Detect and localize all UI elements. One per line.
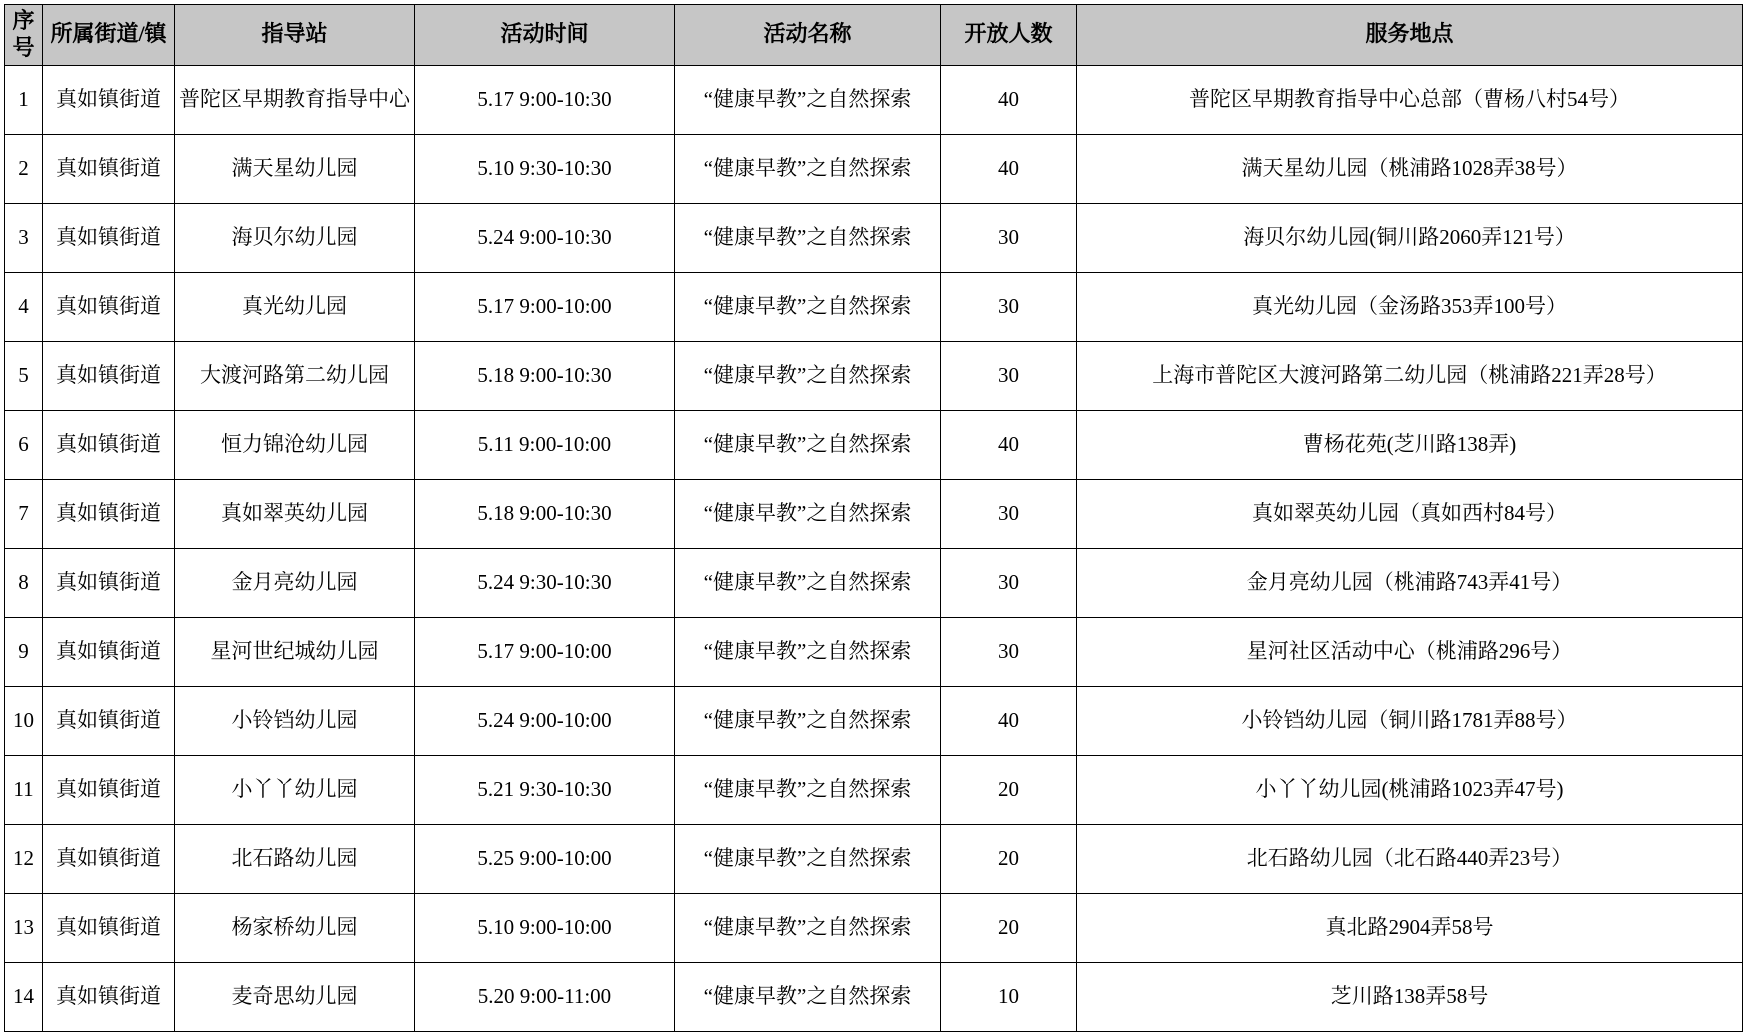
column-header-capacity: 开放人数 xyxy=(941,5,1077,66)
cell-activity-name: “健康早教”之自然探索 xyxy=(675,755,941,824)
cell-place: 真北路2904弄58号 xyxy=(1077,893,1743,962)
cell-time: 5.11 9:00-10:00 xyxy=(415,410,675,479)
cell-station: 小丫丫幼儿园 xyxy=(175,755,415,824)
cell-time: 5.24 9:00-10:00 xyxy=(415,686,675,755)
cell-activity-name: “健康早教”之自然探索 xyxy=(675,962,941,1031)
cell-time: 5.20 9:00-11:00 xyxy=(415,962,675,1031)
cell-station: 普陀区早期教育指导中心 xyxy=(175,65,415,134)
cell-street: 真如镇街道 xyxy=(43,893,175,962)
cell-station: 金月亮幼儿园 xyxy=(175,548,415,617)
cell-street: 真如镇街道 xyxy=(43,272,175,341)
cell-index: 5 xyxy=(5,341,43,410)
cell-place: 真如翠英幼儿园（真如西村84号） xyxy=(1077,479,1743,548)
cell-activity-name: “健康早教”之自然探索 xyxy=(675,203,941,272)
cell-index: 1 xyxy=(5,65,43,134)
table-row xyxy=(5,893,1743,962)
cell-place: 上海市普陀区大渡河路第二幼儿园（桃浦路221弄28号） xyxy=(1077,341,1743,410)
column-header-index-line1: 序 xyxy=(12,8,35,33)
cell-capacity: 40 xyxy=(941,134,1077,203)
cell-activity-name: “健康早教”之自然探索 xyxy=(675,341,941,410)
cell-street: 真如镇街道 xyxy=(43,341,175,410)
cell-street: 真如镇街道 xyxy=(43,755,175,824)
column-header-station: 指导站 xyxy=(175,5,415,66)
table-row xyxy=(5,410,1743,479)
cell-capacity: 20 xyxy=(941,755,1077,824)
cell-station: 麦奇思幼儿园 xyxy=(175,962,415,1031)
cell-station: 真如翠英幼儿园 xyxy=(175,479,415,548)
cell-station: 星河世纪城幼儿园 xyxy=(175,617,415,686)
cell-station: 杨家桥幼儿园 xyxy=(175,893,415,962)
cell-capacity: 30 xyxy=(941,617,1077,686)
table-row xyxy=(5,203,1743,272)
column-header-time: 活动时间 xyxy=(415,5,675,66)
cell-activity-name: “健康早教”之自然探索 xyxy=(675,410,941,479)
cell-place: 真光幼儿园（金汤路353弄100号） xyxy=(1077,272,1743,341)
cell-street: 真如镇街道 xyxy=(43,65,175,134)
cell-street: 真如镇街道 xyxy=(43,203,175,272)
cell-capacity: 30 xyxy=(941,203,1077,272)
cell-place: 普陀区早期教育指导中心总部（曹杨八村54号） xyxy=(1077,65,1743,134)
cell-activity-name: “健康早教”之自然探索 xyxy=(675,65,941,134)
cell-index: 3 xyxy=(5,203,43,272)
cell-capacity: 40 xyxy=(941,410,1077,479)
cell-station: 大渡河路第二幼儿园 xyxy=(175,341,415,410)
column-header-street: 所属街道/镇 xyxy=(43,5,175,66)
cell-index: 11 xyxy=(5,755,43,824)
cell-time: 5.24 9:00-10:30 xyxy=(415,203,675,272)
cell-activity-name: “健康早教”之自然探索 xyxy=(675,479,941,548)
cell-capacity: 40 xyxy=(941,65,1077,134)
table-row xyxy=(5,755,1743,824)
cell-capacity: 20 xyxy=(941,824,1077,893)
cell-capacity: 40 xyxy=(941,686,1077,755)
table-body xyxy=(5,65,1743,1031)
cell-index: 10 xyxy=(5,686,43,755)
column-header-index-line2: 号 xyxy=(12,34,35,60)
cell-capacity: 10 xyxy=(941,962,1077,1031)
cell-index: 6 xyxy=(5,410,43,479)
table-header xyxy=(5,5,1743,66)
cell-time: 5.17 9:00-10:00 xyxy=(415,617,675,686)
cell-capacity: 20 xyxy=(941,893,1077,962)
table-row xyxy=(5,479,1743,548)
cell-capacity: 30 xyxy=(941,548,1077,617)
cell-index: 13 xyxy=(5,893,43,962)
cell-time: 5.17 9:00-10:30 xyxy=(415,65,675,134)
cell-station: 北石路幼儿园 xyxy=(175,824,415,893)
cell-place: 小铃铛幼儿园（铜川路1781弄88号） xyxy=(1077,686,1743,755)
cell-time: 5.17 9:00-10:00 xyxy=(415,272,675,341)
cell-station: 恒力锦沧幼儿园 xyxy=(175,410,415,479)
cell-index: 9 xyxy=(5,617,43,686)
cell-place: 芝川路138弄58号 xyxy=(1077,962,1743,1031)
table-row xyxy=(5,962,1743,1031)
cell-capacity: 30 xyxy=(941,272,1077,341)
cell-time: 5.10 9:00-10:00 xyxy=(415,893,675,962)
cell-index: 14 xyxy=(5,962,43,1031)
activity-schedule-table xyxy=(4,4,1743,1032)
cell-activity-name: “健康早教”之自然探索 xyxy=(675,134,941,203)
cell-index: 2 xyxy=(5,134,43,203)
cell-station: 小铃铛幼儿园 xyxy=(175,686,415,755)
table-row xyxy=(5,341,1743,410)
table-row xyxy=(5,548,1743,617)
cell-time: 5.10 9:30-10:30 xyxy=(415,134,675,203)
cell-index: 12 xyxy=(5,824,43,893)
cell-place: 满天星幼儿园（桃浦路1028弄38号） xyxy=(1077,134,1743,203)
cell-activity-name: “健康早教”之自然探索 xyxy=(675,272,941,341)
cell-street: 真如镇街道 xyxy=(43,548,175,617)
cell-street: 真如镇街道 xyxy=(43,824,175,893)
cell-place: 曹杨花苑(芝川路138弄) xyxy=(1077,410,1743,479)
table-row xyxy=(5,824,1743,893)
column-header-place: 服务地点 xyxy=(1077,5,1743,66)
table-row xyxy=(5,686,1743,755)
cell-time: 5.21 9:30-10:30 xyxy=(415,755,675,824)
table-row xyxy=(5,272,1743,341)
cell-station: 真光幼儿园 xyxy=(175,272,415,341)
cell-street: 真如镇街道 xyxy=(43,479,175,548)
cell-street: 真如镇街道 xyxy=(43,686,175,755)
table-row xyxy=(5,617,1743,686)
cell-place: 小丫丫幼儿园(桃浦路1023弄47号) xyxy=(1077,755,1743,824)
cell-activity-name: “健康早教”之自然探索 xyxy=(675,824,941,893)
cell-time: 5.24 9:30-10:30 xyxy=(415,548,675,617)
cell-index: 8 xyxy=(5,548,43,617)
cell-activity-name: “健康早教”之自然探索 xyxy=(675,548,941,617)
cell-time: 5.18 9:00-10:30 xyxy=(415,479,675,548)
cell-place: 金月亮幼儿园（桃浦路743弄41号） xyxy=(1077,548,1743,617)
cell-station: 满天星幼儿园 xyxy=(175,134,415,203)
cell-place: 海贝尔幼儿园(铜川路2060弄121号） xyxy=(1077,203,1743,272)
cell-street: 真如镇街道 xyxy=(43,617,175,686)
cell-time: 5.25 9:00-10:00 xyxy=(415,824,675,893)
cell-activity-name: “健康早教”之自然探索 xyxy=(675,893,941,962)
cell-street: 真如镇街道 xyxy=(43,134,175,203)
column-header-name: 活动名称 xyxy=(675,5,941,66)
cell-capacity: 30 xyxy=(941,479,1077,548)
cell-time: 5.18 9:00-10:30 xyxy=(415,341,675,410)
column-header-index xyxy=(5,5,43,66)
cell-activity-name: “健康早教”之自然探索 xyxy=(675,686,941,755)
cell-index: 4 xyxy=(5,272,43,341)
cell-place: 北石路幼儿园（北石路440弄23号） xyxy=(1077,824,1743,893)
cell-activity-name: “健康早教”之自然探索 xyxy=(675,617,941,686)
table-header-row xyxy=(5,5,1743,66)
cell-place: 星河社区活动中心（桃浦路296号） xyxy=(1077,617,1743,686)
cell-station: 海贝尔幼儿园 xyxy=(175,203,415,272)
table-row xyxy=(5,134,1743,203)
table-row xyxy=(5,65,1743,134)
cell-capacity: 30 xyxy=(941,341,1077,410)
cell-index: 7 xyxy=(5,479,43,548)
cell-street: 真如镇街道 xyxy=(43,410,175,479)
cell-street: 真如镇街道 xyxy=(43,962,175,1031)
